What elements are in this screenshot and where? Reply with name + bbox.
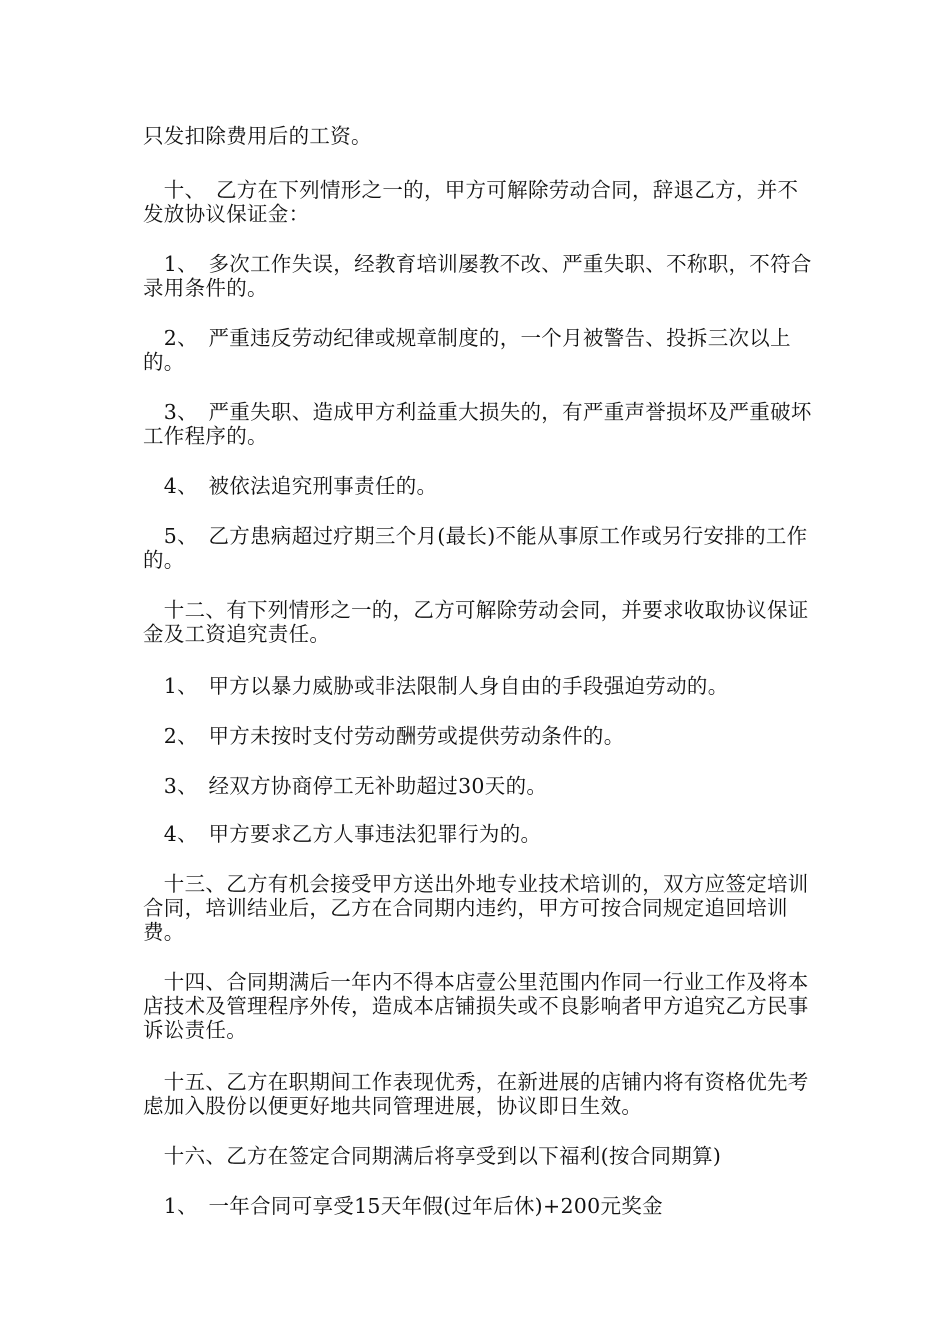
clause-ten-item-4: 4、 被依法追究刑事责任的。 [143,474,438,498]
clause-ten-item-3: 3、 严重失职、造成甲方利益重大损失的，有严重声誉损坏及严重破坏工作程序的。 [143,400,812,448]
clause-twelve-item-3: 3、 经双方协商停工无补助超过30天的。 [143,774,548,798]
clause-twelve-item-4: 4、 甲方要求乙方人事违法犯罪行为的。 [143,822,542,846]
clause-thirteen: 十三、乙方有机会接受甲方送出外地专业技术培训的，双方应签定培训合同，培训结业后，乙方在合同期内违约，甲方可按合同规定追回培训费。 [143,872,809,944]
clause-ten-item-2: 2、 严重违反劳动纪律或规章制度的，一个月被警告、投拆三次以上的。 [143,326,791,374]
clause-ten-item-5: 5、 乙方患病超过疗期三个月(最长)不能从事原工作或另行安排的工作的。 [143,524,808,572]
clause-sixteen-heading: 十六、乙方在签定合同期满后将享受到以下福利(按合同期算) [143,1144,722,1168]
clause-fourteen: 十四、合同期满后一年内不得本店壹公里范围内作同一行业工作及将本店技术及管理程序外传，造成本店铺损失或不良影响者甲方追究乙方民事诉讼责任。 [143,970,809,1042]
clause-twelve-item-1: 1、 甲方以暴力威胁或非法限制人身自由的手段强迫劳动的。 [143,674,729,698]
paragraph-wage-deduction: 只发扣除费用后的工资。 [143,124,372,148]
clause-ten-heading: 十、 乙方在下列情形之一的，甲方可解除劳动合同，辞退乙方，并不发放协议保证金： [143,178,799,226]
clause-ten-item-1: 1、 多次工作失误，经教育培训屡教不改、严重失职、不称职，不符合录用条件的。 [143,252,812,300]
clause-sixteen-item-1: 1、 一年合同可享受15天年假(过年后休)+200元奖金 [143,1194,663,1218]
clause-twelve-item-2: 2、 甲方未按时支付劳动酬劳或提供劳动条件的。 [143,724,625,748]
clause-fifteen: 十五、乙方在职期间工作表现优秀，在新进展的店铺内将有资格优先考虑加入股份以便更好地共同管理进展，协议即日生效。 [143,1070,809,1118]
clause-twelve-heading: 十二、有下列情形之一的，乙方可解除劳动会同，并要求收取协议保证金及工资追究责任。 [143,598,809,646]
